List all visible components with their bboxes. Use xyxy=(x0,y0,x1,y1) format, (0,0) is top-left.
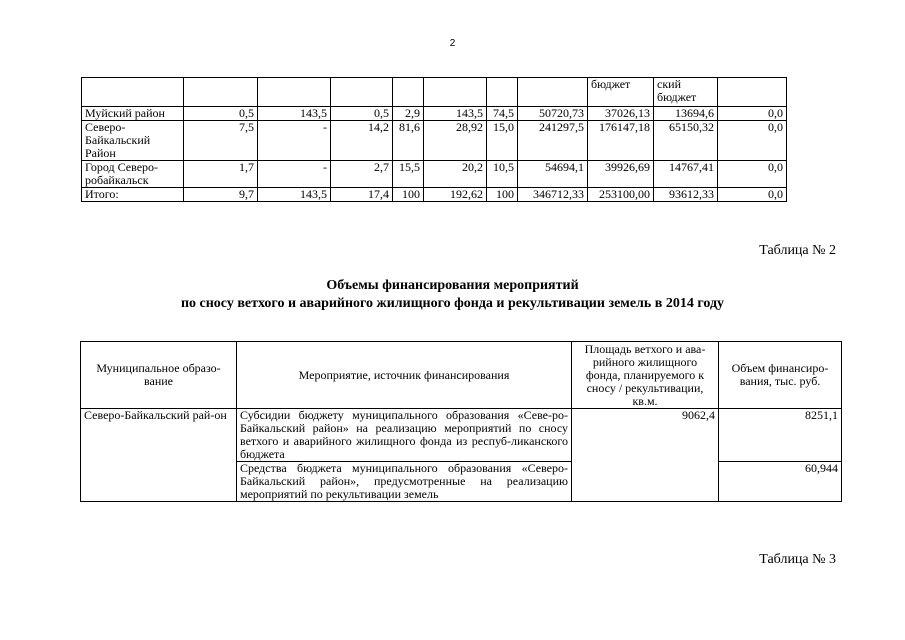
table-cell: 0,0 xyxy=(718,107,787,121)
table-cell: 0,0 xyxy=(718,188,787,202)
table-row xyxy=(82,161,787,188)
header-cell xyxy=(424,78,487,107)
table-cell: 143,5 xyxy=(258,188,331,202)
table-cell: 14767,41 xyxy=(654,161,718,188)
table-cell: 176147,18 xyxy=(588,121,654,161)
header-cell xyxy=(718,78,787,107)
row-label xyxy=(82,121,184,161)
table-cell: 253100,00 xyxy=(588,188,654,202)
table-cell: 13694,6 xyxy=(654,107,718,121)
table-cell: 28,92 xyxy=(424,121,487,161)
table-cell: 0,0 xyxy=(718,161,787,188)
table-cell: 241297,5 xyxy=(518,121,588,161)
amount-cell: 60,944 xyxy=(719,462,842,502)
table-cell: 93612,33 xyxy=(654,188,718,202)
table-cell: 65150,32 xyxy=(654,121,718,161)
table-row xyxy=(82,188,787,202)
funding-summary-table xyxy=(81,77,787,202)
header-cell: Муниципальное образо-вание xyxy=(81,342,237,409)
header-cell: Площадь ветхого и ава-рийного жилищного фонда, планируемого к сносу / рекультивации, кв.м. xyxy=(572,342,719,409)
header-cell xyxy=(258,78,331,107)
table-cell: 81,6 xyxy=(393,121,424,161)
table-cell: 14,2 xyxy=(331,121,393,161)
table-cell: - xyxy=(258,161,331,188)
activity-cell: Субсидии бюджету муниципального образования «Севе-ро-Байкальский район» на реализацию мероприятий по сносу ветхого и аварийного жилищного фонда из респуб-ликанского бюджета xyxy=(237,409,572,462)
header-cell: бюджет xyxy=(588,78,654,107)
table-cell: 143,5 xyxy=(258,107,331,121)
table-cell: 0,0 xyxy=(718,121,787,161)
table-row xyxy=(82,107,787,121)
row-label-line: Северо- xyxy=(85,120,126,134)
table-cell: 37026,13 xyxy=(588,107,654,121)
row-label: Итого: xyxy=(82,188,184,202)
table-cell: 50720,73 xyxy=(518,107,588,121)
table-cell: 15,5 xyxy=(393,161,424,188)
header-cell: Объем финансиро-вания, тыс. руб. xyxy=(719,342,842,409)
header-cell xyxy=(487,78,518,107)
table-cell: 143,5 xyxy=(424,107,487,121)
row-label-line: Город Северо- xyxy=(85,160,159,174)
table-row xyxy=(82,121,787,161)
table-cell: - xyxy=(258,121,331,161)
row-label-line: Район xyxy=(85,146,116,160)
table-cell: 7,5 xyxy=(184,121,258,161)
row-label-line: Байкальский xyxy=(85,133,151,147)
section-subtitle: по сносу ветхого и аварийного жилищного фонда и рекультивации земель в 2014 году xyxy=(180,296,725,311)
header-cell xyxy=(82,78,184,107)
area-cell: 9062,4 xyxy=(572,409,719,502)
row-label-line: робайкальск xyxy=(85,173,149,187)
page-number: 2 xyxy=(449,38,456,49)
header-cell xyxy=(518,78,588,107)
table-caption: Таблица № 2 xyxy=(759,243,836,258)
demolition-funding-table xyxy=(80,341,842,502)
table-cell: 0,5 xyxy=(331,107,393,121)
table-cell: 10,5 xyxy=(487,161,518,188)
amount-cell: 8251,1 xyxy=(719,409,842,462)
table-cell: 0,5 xyxy=(184,107,258,121)
table-cell: 54694,1 xyxy=(518,161,588,188)
header-cell: ский бюджет xyxy=(654,78,718,107)
table-cell: 2,7 xyxy=(331,161,393,188)
table-cell: 2,9 xyxy=(393,107,424,121)
header-cell xyxy=(331,78,393,107)
row-label: Муйский район xyxy=(82,107,184,121)
header-cell xyxy=(393,78,424,107)
table-cell: 100 xyxy=(487,188,518,202)
header-cell xyxy=(184,78,258,107)
header-cell: Мероприятие, источник финансирования xyxy=(237,342,572,409)
table-cell: 15,0 xyxy=(487,121,518,161)
municipality-cell: Северо-Байкальский рай-он xyxy=(81,409,237,502)
table-row xyxy=(81,409,842,462)
table-caption: Таблица № 3 xyxy=(759,552,836,567)
table-cell: 346712,33 xyxy=(518,188,588,202)
table-cell: 1,7 xyxy=(184,161,258,188)
table-header-row xyxy=(81,342,842,409)
table-cell: 17,4 xyxy=(331,188,393,202)
table-cell: 100 xyxy=(393,188,424,202)
table-cell: 39926,69 xyxy=(588,161,654,188)
table-cell: 74,5 xyxy=(487,107,518,121)
table-cell: 9,7 xyxy=(184,188,258,202)
activity-cell: Средства бюджета муниципального образования «Северо-Байкальский район», предусмотренные на реализацию мероприятий по рекультивации земель xyxy=(237,462,572,502)
table-cell: 20,2 xyxy=(424,161,487,188)
table-header-row xyxy=(82,78,787,107)
table-cell: 192,62 xyxy=(424,188,487,202)
row-label xyxy=(82,161,184,188)
section-title: Объемы финансирования мероприятий xyxy=(326,278,579,293)
